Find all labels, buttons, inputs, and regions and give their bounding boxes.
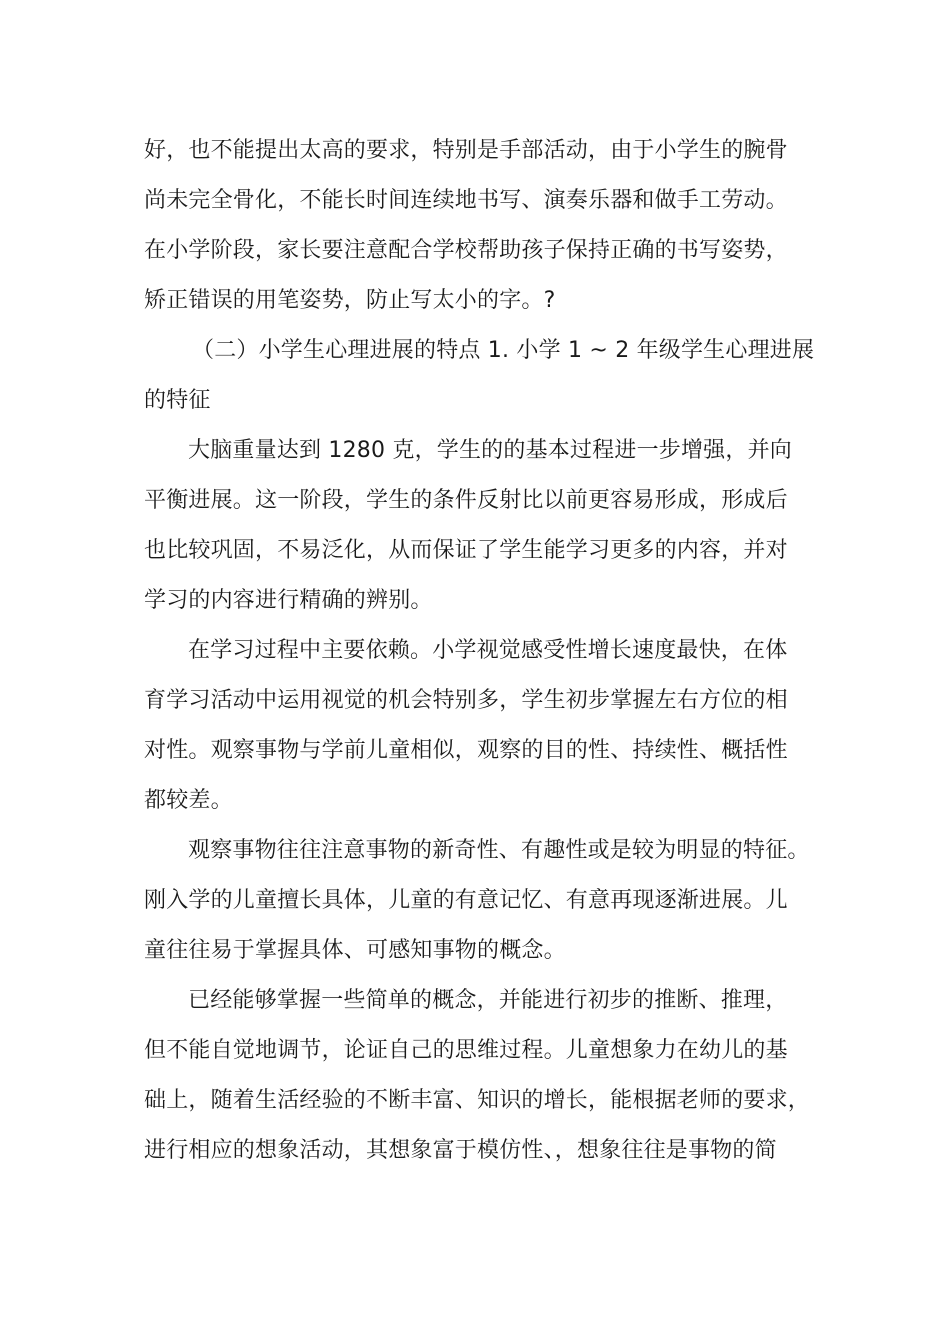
text-line: 已经能够掌握一些简单的概念，并能进行初步的推断、推理， xyxy=(188,988,788,1013)
text-line: 也比较巩固，不易泛化，从而保证了学生能学习更多的内容，并对 xyxy=(144,538,788,563)
text-line: 学习的内容进行精确的辨别。 xyxy=(144,588,433,613)
text-line: 刚入学的儿童擅长具体，儿童的有意记忆、有意再现逐渐进展。儿 xyxy=(144,888,788,913)
text-line: 大脑重量达到 1280 克，学生的的基本过程进一步增强，并向 xyxy=(188,438,792,463)
text-line: 础上，随着生活经验的不断丰富、知识的增长，能根据老师的要求， xyxy=(144,1088,811,1113)
text-line: 好，也不能提出太高的要求，特别是手部活动，由于小学生的腕骨 xyxy=(144,138,788,163)
text-line: 平衡进展。这一阶段，学生的条件反射比以前更容易形成，形成后 xyxy=(144,488,788,513)
text-line: 都较差。 xyxy=(144,788,233,813)
text-line: 对性。观察事物与学前儿童相似，观察的目的性、持续性、概括性 xyxy=(144,738,788,763)
text-line: 在学习过程中主要依赖。小学视觉感受性增长速度最快，在体 xyxy=(188,638,788,663)
text-line: 在小学阶段，家长要注意配合学校帮助孩子保持正确的书写姿势， xyxy=(144,238,788,263)
text-line: 进行相应的想象活动，其想象富于模仿性、，想象往往是事物的简 xyxy=(144,1138,777,1163)
text-line: 观察事物往往注意事物的新奇性、有趣性或是较为明显的特征。 xyxy=(188,838,810,863)
text-line: 育学习活动中运用视觉的机会特别多，学生初步掌握左右方位的相 xyxy=(144,688,788,713)
text-line: 尚未完全骨化，不能长时间连续地书写、演奏乐器和做手工劳动。 xyxy=(144,188,788,213)
section-heading-line: 的特征 xyxy=(144,388,211,413)
section-heading-line: （二）小学生心理进展的特点 1. 小学 1 ~ 2 年级学生心理进展 xyxy=(192,338,815,363)
text-line: 矫正错误的用笔姿势，防止写太小的字。? xyxy=(144,288,556,313)
text-line: 但不能自觉地调节，论证自己的思维过程。儿童想象力在幼儿的基 xyxy=(144,1038,788,1063)
text-line: 童往往易于掌握具体、可感知事物的概念。 xyxy=(144,938,566,963)
